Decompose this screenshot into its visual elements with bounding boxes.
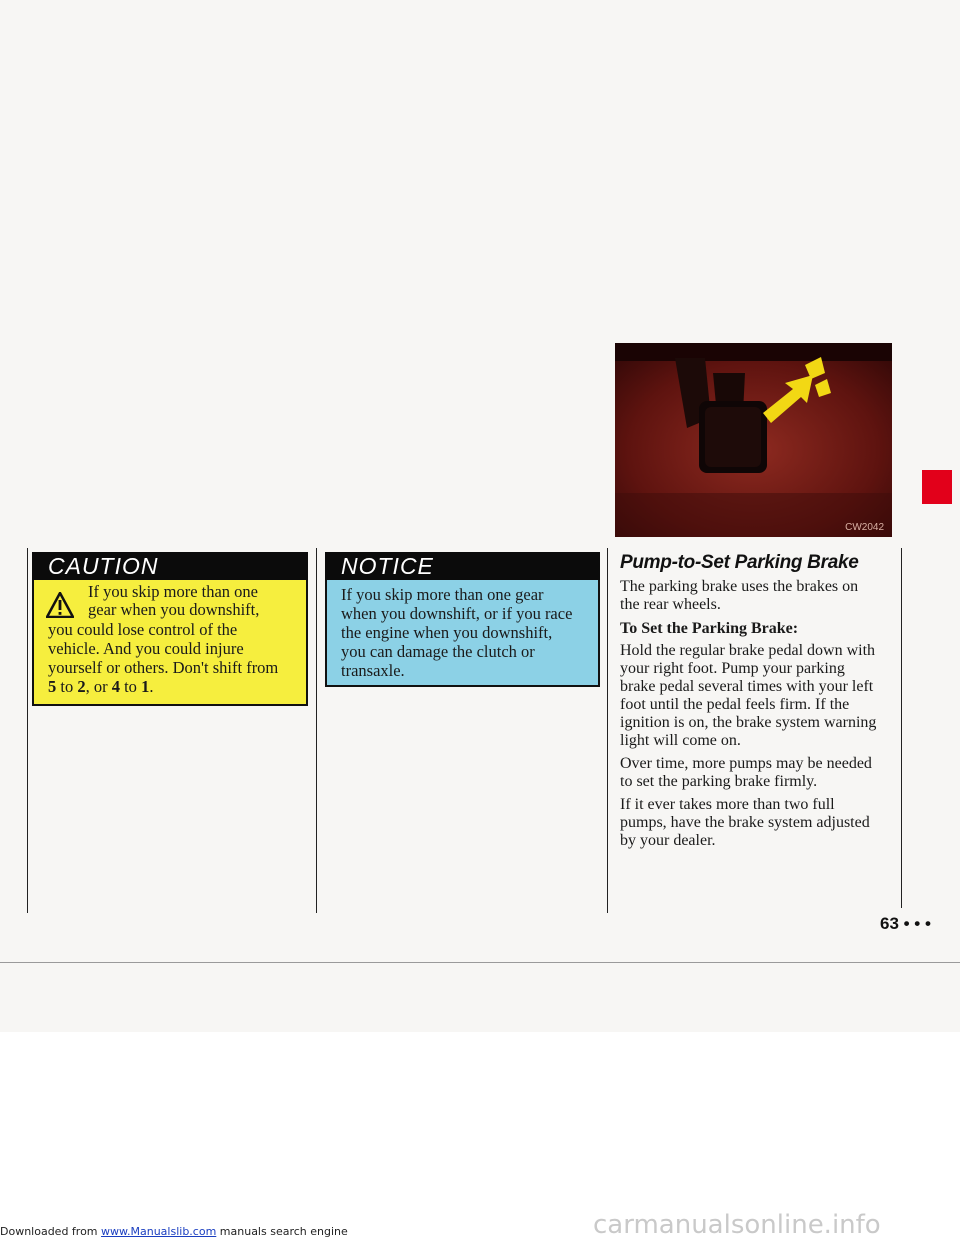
section-tab-marker [922, 470, 952, 504]
notice-line-1: If you skip more than one gear [341, 585, 544, 604]
page-number: 63 • • • [880, 914, 931, 933]
notice-line-2: when you downshift, or if you race [341, 604, 573, 623]
intro-line-2: the rear wheels. [620, 596, 721, 613]
gear-5: 5 [48, 677, 57, 696]
footer-suffix: manuals search engine [216, 1225, 348, 1238]
para1-line-6: light will come on. [620, 732, 741, 749]
para1-line-4: foot until the pedal feels firm. If the [620, 696, 850, 713]
paragraph-3 [620, 796, 895, 850]
photo-label: CW2042 [845, 522, 884, 533]
notice-box [325, 580, 600, 687]
caution-line-6 [48, 678, 153, 696]
pedal-illustration [615, 343, 892, 537]
para3-line-3: by your dealer. [620, 832, 716, 849]
paragraph-1 [620, 642, 895, 750]
caution-period: . [149, 677, 154, 696]
column-rule-middle [316, 548, 317, 913]
gear-2: 2 [77, 677, 86, 696]
para1-line-5: ignition is on, the brake system warning [620, 714, 877, 731]
column-rule-left [27, 548, 28, 913]
caution-line-4: vehicle. And you could injure [48, 639, 244, 658]
caution-line-1: If you skip more than one [88, 582, 259, 601]
warning-triangle-icon [46, 592, 74, 618]
site-watermark: carmanualsonline.info [593, 1210, 881, 1240]
column-rule-right [607, 548, 608, 913]
notice-line-5: transaxle. [341, 661, 405, 680]
para2-line-2: to set the parking brake firmly. [620, 773, 818, 790]
para1-line-2: your right foot. Pump your parking [620, 660, 845, 677]
paragraph-2 [620, 755, 895, 791]
caution-line-3: you could lose control of the [48, 620, 238, 639]
para3-line-1: If it ever takes more than two full [620, 796, 835, 813]
column-rule-far-right [901, 548, 902, 908]
notice-line-4: you can damage the clutch or [341, 642, 535, 661]
caution-line-5: yourself or others. Don't shift from [48, 658, 279, 677]
download-footer [0, 1225, 348, 1238]
section-title: Pump-to-Set Parking Brake [620, 552, 859, 573]
para3-line-2: pumps, have the brake system adjusted [620, 814, 870, 831]
caution-line-2: gear when you downshift, [88, 600, 260, 619]
para1-line-3: brake pedal several times with your left [620, 678, 874, 695]
notice-line-3: the engine when you downshift, [341, 623, 553, 642]
gear-1: 1 [141, 677, 150, 696]
caution-to-word: to [60, 677, 74, 696]
intro-paragraph [620, 578, 895, 614]
para1-line-1: Hold the regular brake pedal down with [620, 642, 876, 659]
footer-prefix: Downloaded from [0, 1225, 102, 1238]
page-divider [0, 962, 960, 963]
subhead: To Set the Parking Brake: [620, 620, 799, 637]
caution-header: CAUTION [32, 552, 308, 580]
manualslib-link[interactable]: www.Manualslib.com [101, 1225, 217, 1238]
caution-or-word: , or [85, 677, 108, 696]
caution-to-word-2: to [124, 677, 137, 696]
notice-header: NOTICE [325, 552, 600, 580]
para2-line-1: Over time, more pumps may be needed [620, 755, 872, 772]
parking-brake-pedal-photo [615, 343, 892, 537]
intro-line-1: The parking brake uses the brakes on [620, 578, 859, 595]
gear-4: 4 [111, 677, 120, 696]
caution-box [32, 580, 308, 706]
